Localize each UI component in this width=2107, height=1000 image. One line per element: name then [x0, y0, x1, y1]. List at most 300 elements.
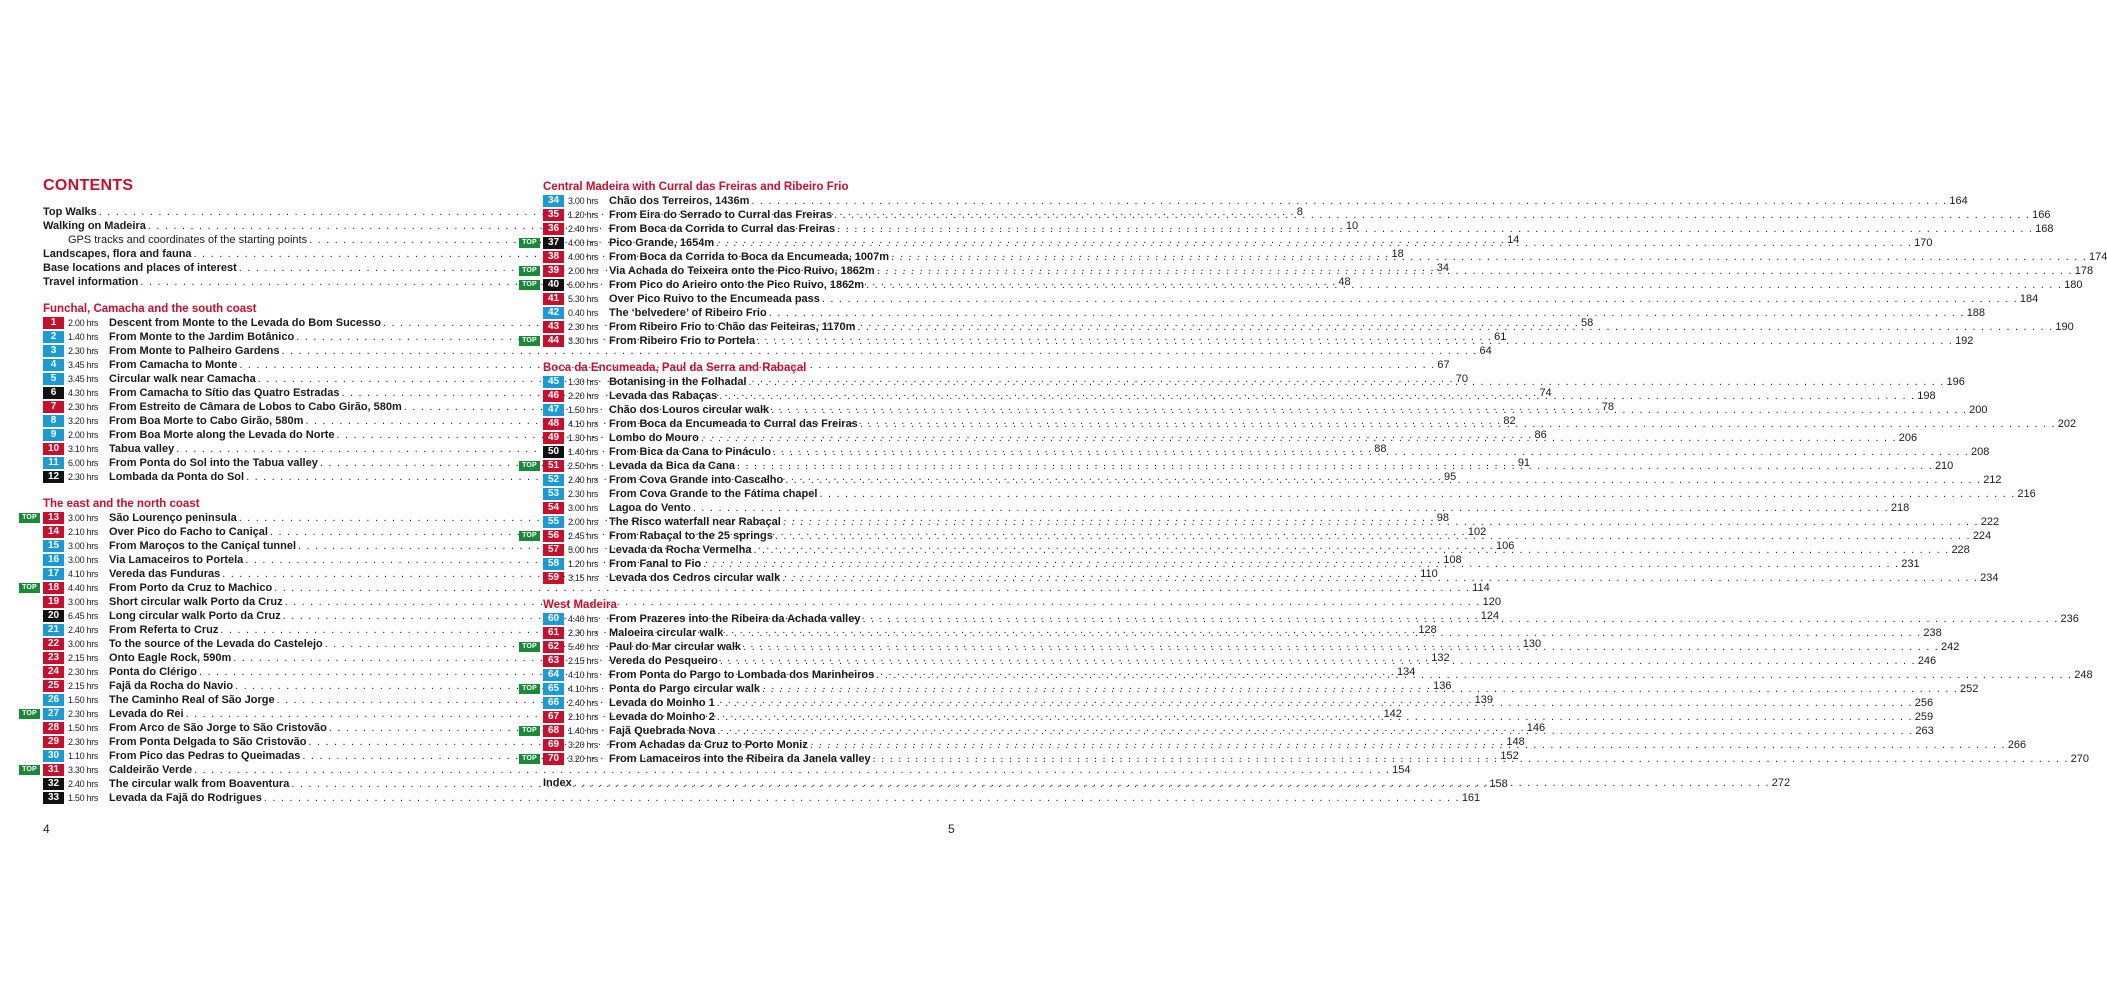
walk-duration: 4.10 hrs [68, 569, 99, 579]
leader-dots [762, 682, 1958, 696]
leader-dots [877, 264, 2073, 278]
walk-title: From Camacha to Sítio das Quatro Estradas [109, 387, 340, 399]
walk-title: To the source of the Levada do Castelejo [109, 638, 323, 650]
walk-number-badge: 9 [43, 429, 64, 441]
walk-page: 158 [1489, 778, 1508, 790]
walk-title: From Pico do Arieiro onto the Pico Ruivo, 1862m [609, 279, 865, 291]
leader-dots [857, 320, 2053, 334]
walk-title-line [109, 344, 1492, 358]
walk-entry[interactable] [543, 501, 1910, 515]
walk-page: 95 [1444, 471, 1457, 483]
walk-duration: 2.40 hrs [68, 625, 99, 635]
walk-title: From Bica da Cana to Pináculo [609, 446, 771, 458]
page-number-left: 4 [43, 822, 50, 836]
top-badge: TOP [519, 531, 540, 541]
walk-duration: 2.10 hrs [568, 712, 599, 722]
walk-page: 114 [1472, 582, 1490, 594]
walk-duration: 4.30 hrs [68, 388, 99, 398]
walk-page: 222 [1980, 516, 2000, 528]
walk-duration: 2.30 hrs [68, 667, 99, 677]
walk-page: 154 [1392, 764, 1411, 776]
walk-page: 206 [1898, 432, 1918, 444]
walk-page: 88 [1374, 443, 1387, 455]
walk-number-badge: 34 [543, 195, 564, 207]
walk-title-line [609, 487, 2036, 501]
walk-duration: 2.00 hrs [568, 266, 599, 276]
walk-duration: 4.10 hrs [568, 684, 599, 694]
walk-duration: 4.10 hrs [568, 670, 599, 680]
walk-page: 136 [1433, 680, 1452, 692]
walk-page: 266 [2007, 739, 2027, 751]
walk-page: 224 [1972, 530, 1992, 542]
leader-dots [743, 640, 1939, 654]
walk-duration: 2.40 hrs [68, 779, 99, 789]
walk-number-badge: 1 [43, 317, 64, 329]
walk-title: Caldeirão Verde [109, 764, 193, 776]
walk-title-line [109, 581, 1490, 595]
leader-dots [693, 501, 1889, 515]
leader-dots [753, 543, 1949, 557]
walk-duration: 3.20 hrs [568, 740, 599, 750]
top-badge: TOP [519, 642, 540, 652]
walk-number-badge: 50 [543, 446, 564, 458]
leader-dots [717, 696, 1913, 710]
walk-page: 170 [1914, 237, 1933, 249]
top-badge: TOP [519, 336, 540, 346]
leader-dots [574, 776, 1770, 790]
walk-number-badge: 29 [43, 736, 64, 748]
walk-number-badge: 39 [543, 265, 564, 277]
leader-dots [725, 626, 1921, 640]
walk-page: 202 [2057, 418, 2077, 430]
walk-duration: 2.15 hrs [68, 653, 99, 663]
walk-title: Levada do Moinho 1 [609, 697, 715, 709]
walk-title: From Boca da Corrida to Curral das Freiras [609, 223, 836, 235]
walk-number-badge: 7 [43, 401, 64, 413]
leader-dots [703, 557, 1899, 571]
walk-duration: 1.30 hrs [568, 377, 599, 387]
walk-page: 190 [2055, 321, 2074, 333]
walk-duration: 3.45 hrs [68, 374, 99, 384]
walk-entry[interactable] [43, 791, 1481, 805]
walk-number-badge: 5 [43, 373, 64, 385]
leader-dots [264, 791, 1460, 805]
walk-number-badge: 13 [43, 512, 64, 524]
leader-dots [775, 529, 1971, 543]
walk-entry[interactable] [22, 581, 1490, 595]
walk-page: 263 [1915, 725, 1934, 737]
walk-duration: 3.10 hrs [68, 444, 99, 454]
walk-title: From Ponta do Sol into the Tabua valley [109, 457, 318, 469]
walk-page: 164 [1949, 195, 1968, 207]
walk-number-badge: 14 [43, 526, 64, 538]
walk-title-line [609, 501, 1910, 515]
walk-duration: 5.40 hrs [568, 642, 599, 652]
top-badge: TOP [519, 726, 540, 736]
walk-page: 270 [2070, 753, 2089, 765]
walk-title: Levada da Rocha Vermelha [609, 544, 752, 556]
walk-page: 174 [2088, 251, 2107, 263]
walk-title-line [109, 763, 1411, 777]
walk-duration: 3.30 hrs [568, 336, 599, 346]
walk-duration: 3.00 hrs [68, 555, 99, 565]
walk-title: Levada das Rabaças [609, 390, 718, 402]
top-badge: TOP [19, 583, 40, 593]
walk-duration: 4.00 hrs [568, 238, 599, 248]
walk-title: Over Pico Ruivo to the Encumeada pass [609, 293, 820, 305]
leader-dots [876, 668, 2072, 682]
leader-dots [873, 752, 2069, 766]
walk-title: Short circular walk Porto da Cruz [109, 596, 283, 608]
walk-title: Lagoa do Vento [609, 502, 691, 514]
walk-number-badge: 57 [543, 544, 564, 556]
walk-duration: 3.00 hrs [68, 639, 99, 649]
walk-number-badge: 18 [43, 582, 64, 594]
walk-duration: 3.00 hrs [568, 503, 599, 513]
walk-duration: 3.20 hrs [68, 416, 99, 426]
walk-duration: 1.10 hrs [68, 751, 99, 761]
walk-number-badge: 62 [543, 641, 564, 653]
walk-number-badge: 38 [543, 251, 564, 263]
walk-duration: 3.00 hrs [68, 597, 99, 607]
walk-title: Via Lamaceiros to Portela [109, 554, 244, 566]
walk-title-line [609, 292, 2039, 306]
top-badge: TOP [519, 280, 540, 290]
walk-title: From Monte to the Jardim Botânico [109, 331, 295, 343]
walk-duration: 2.50 hrs [568, 461, 599, 471]
walk-page: 142 [1383, 708, 1402, 720]
walk-number-badge: 63 [543, 655, 564, 667]
walk-page: 228 [1951, 544, 1970, 556]
walk-page: 234 [1980, 572, 1999, 584]
walk-number-badge: 44 [543, 335, 564, 347]
walk-duration: 5.30 hrs [568, 294, 599, 304]
walk-title: From Boca da Corrida to Boca da Encumeada, 1007m [609, 251, 889, 263]
walk-title: From Prazeres into the Ribeira da Achada valley [609, 613, 861, 625]
leader-dots [751, 194, 1947, 208]
walk-page: 180 [2064, 279, 2083, 291]
walk-title: From Achadas da Cruz to Porto Moniz [609, 739, 808, 751]
entry-label: Base locations and places of interest [43, 262, 237, 274]
walk-number-badge: 27 [43, 708, 64, 720]
walk-title: From Arco de São Jorge to São Cristovão [109, 722, 327, 734]
walk-page: 82 [1503, 415, 1516, 427]
top-badge: TOP [519, 461, 540, 471]
walk-page: 146 [1526, 722, 1546, 734]
walk-number-badge: 70 [543, 753, 564, 765]
walk-title: From Lamaceiros into the Ribeira da Janela valley [609, 753, 871, 765]
top-badge: TOP [19, 709, 40, 719]
walk-page: 70 [1455, 373, 1468, 385]
walk-number-badge: 36 [543, 223, 564, 235]
leader-dots [757, 334, 1953, 348]
walk-title: Ponta do Clérigo [109, 666, 197, 678]
entry-label: Top Walks [43, 206, 97, 218]
walk-page: 120 [1482, 596, 1501, 608]
leader-dots [862, 612, 2058, 626]
walk-page: 168 [2035, 223, 2054, 235]
walk-title: Long circular walk Porto da Cruz [109, 610, 281, 622]
walk-entry[interactable] [543, 306, 1986, 320]
walk-duration: 1.50 hrs [68, 695, 99, 705]
walk-duration: 2.00 hrs [68, 430, 99, 440]
walk-title: Vereda do Pesqueiro [609, 655, 718, 667]
walk-page: 132 [1431, 652, 1450, 664]
walk-page: 134 [1396, 666, 1416, 678]
walk-duration: 0.40 hrs [568, 308, 599, 318]
contents-title: CONTENTS [43, 177, 134, 194]
entry-page: 48 [1338, 276, 1351, 288]
walk-page: 216 [2017, 488, 2036, 500]
walk-page: 248 [2074, 669, 2093, 681]
walk-duration: 1.50 hrs [568, 405, 599, 415]
walk-title: From Cova Grande into Cascalho [609, 474, 784, 486]
walk-page: 58 [1580, 317, 1594, 329]
walk-page: 178 [2074, 265, 2094, 277]
top-badge: TOP [19, 513, 40, 523]
walk-title: From Porto da Cruz to Machico [109, 582, 273, 594]
walk-duration: 1.20 hrs [568, 559, 599, 569]
walk-page: 64 [1479, 345, 1492, 357]
walk-duration: 6.45 hrs [68, 611, 99, 621]
walk-title: Vereda das Funduras [109, 568, 221, 580]
walk-title: From Boa Morte to Cabo Girão, 580m [109, 415, 304, 427]
walk-page: 152 [1500, 750, 1519, 762]
entry-page: 8 [1296, 206, 1303, 218]
walk-duration: 3.30 hrs [68, 765, 99, 775]
walk-number-badge: 55 [543, 516, 564, 528]
walk-duration: 6.00 hrs [68, 458, 99, 468]
walk-page: 102 [1467, 526, 1487, 538]
walk-number-badge: 47 [543, 404, 564, 416]
walk-entry[interactable] [543, 208, 2051, 222]
entry-label: Travel information [43, 276, 139, 288]
entry-page: 34 [1436, 262, 1450, 274]
top-badge: TOP [519, 238, 540, 248]
walk-title: From Ribeiro Frio to Portela [609, 335, 756, 347]
walk-number-badge: 51 [543, 460, 564, 472]
walk-page: 196 [1946, 376, 1965, 388]
walk-duration: 1.40 hrs [568, 726, 599, 736]
walk-title: The Risco waterfall near Rabaçal [609, 516, 781, 528]
walk-title: Pico Grande, 1654m [609, 237, 715, 249]
leader-dots [783, 515, 1979, 529]
leader-dots [810, 738, 2006, 752]
walk-duration: 3.00 hrs [68, 541, 99, 551]
walk-number-badge: 10 [43, 443, 64, 455]
entry-page: 10 [1345, 220, 1359, 232]
walk-title: From Rabaçal to the 25 springs [609, 530, 773, 542]
walk-duration: 2.30 hrs [568, 628, 599, 638]
walk-page: 212 [1983, 474, 2002, 486]
walk-duration: 4.00 hrs [568, 252, 599, 262]
walk-title: From Pico das Pedras to Queimadas [109, 750, 301, 762]
walk-number-badge: 64 [543, 669, 564, 681]
walk-duration: 2.30 hrs [68, 709, 99, 719]
walk-title: Levada dos Cedros circular walk [609, 572, 781, 584]
walk-number-badge: 53 [543, 488, 564, 500]
top-badge: TOP [519, 266, 540, 276]
walk-duration: 3.00 hrs [568, 196, 599, 206]
index-label: Index [543, 777, 572, 789]
walk-number-badge: 68 [543, 725, 564, 737]
walk-number-badge: 17 [43, 568, 64, 580]
walk-entry[interactable] [543, 194, 1968, 208]
walk-page: 98 [1436, 512, 1449, 524]
walk-title: From Camacha to Monte [109, 359, 238, 371]
walk-page: 161 [1461, 792, 1481, 804]
top-badge: TOP [519, 684, 540, 694]
walk-number-badge: 23 [43, 652, 64, 664]
walk-duration: 6.00 hrs [568, 280, 599, 290]
walk-entry[interactable] [22, 763, 1411, 777]
walk-page: 246 [1917, 655, 1937, 667]
walk-number-badge: 28 [43, 722, 64, 734]
walk-duration: 2.30 hrs [568, 489, 599, 499]
walk-duration: 2.30 hrs [68, 472, 99, 482]
walk-page: 192 [1955, 335, 1974, 347]
leader-dots [891, 250, 2087, 264]
top-badge: TOP [19, 765, 40, 775]
leader-dots [822, 292, 2018, 306]
walk-duration: 2.20 hrs [568, 391, 599, 401]
walk-number-badge: 45 [543, 376, 564, 388]
walk-title: Levada da Bica da Cana [609, 460, 735, 472]
walk-number-badge: 8 [43, 415, 64, 427]
walk-number-badge: 60 [543, 613, 564, 625]
walk-number-badge: 32 [43, 778, 64, 790]
walk-page: 259 [1914, 711, 1934, 723]
walk-page: 130 [1522, 638, 1542, 650]
leader-dots [720, 654, 1916, 668]
walk-page: 91 [1517, 457, 1531, 469]
walk-title: Lombada da Ponta do Sol [109, 471, 245, 483]
walk-page: 200 [1969, 404, 1988, 416]
walk-duration: 2.15 hrs [568, 656, 599, 666]
walk-number-badge: 30 [43, 750, 64, 762]
leader-dots [716, 236, 1912, 250]
leader-dots [785, 473, 1981, 487]
walk-title: Paul do Mar circular walk [609, 641, 742, 653]
leader-dots [773, 445, 1969, 459]
walk-page: 106 [1496, 540, 1515, 552]
walk-number-badge: 3 [43, 345, 64, 357]
walk-duration: 2.30 hrs [68, 346, 99, 356]
walk-number-badge: 56 [543, 530, 564, 542]
leader-dots [782, 571, 1978, 585]
walk-duration: 3.00 hrs [68, 513, 99, 523]
walk-title: From Fanal to Fio [609, 558, 702, 570]
walk-title: Botanising in the Folhadal [609, 376, 747, 388]
walk-duration: 4.40 hrs [68, 583, 99, 593]
walk-title: From Ponta Delgada to São Cristovão [109, 736, 307, 748]
leader-dots [837, 222, 2033, 236]
walk-number-badge: 40 [543, 279, 564, 291]
walk-number-badge: 21 [43, 624, 64, 636]
walk-duration: 2.10 hrs [68, 527, 99, 537]
walk-number-badge: 35 [543, 209, 564, 221]
walk-number-badge: 61 [543, 627, 564, 639]
walk-title-line [109, 791, 1481, 805]
walk-title: Onto Eagle Rock, 590m [109, 652, 232, 664]
walk-number-badge: 37 [543, 237, 564, 249]
walk-title: Tabua valley [109, 443, 175, 455]
walk-page: 238 [1923, 627, 1942, 639]
walk-title: Lombo do Mouro [609, 432, 699, 444]
entry-label: GPS tracks and coordinates of the starting points [68, 234, 308, 246]
walk-page: 67 [1437, 359, 1450, 371]
walk-number-badge: 19 [43, 596, 64, 608]
walk-number-badge: 54 [543, 502, 564, 514]
walk-title: Chão dos Louros circular walk [609, 404, 770, 416]
walk-number-badge: 67 [543, 711, 564, 723]
walk-title: From Cova Grande to the Fátima chapel [609, 488, 818, 500]
walk-page: 231 [1901, 558, 1920, 570]
walk-title: From Referta to Cruz [109, 624, 219, 636]
walk-page: 252 [1959, 683, 1979, 695]
entry-page: 18 [1391, 248, 1404, 260]
walk-title: São Lourenço peninsula [109, 512, 237, 524]
walk-entry[interactable] [543, 292, 2039, 306]
walk-title: The ‘belvedere’ of Ribeiro Frio [609, 307, 767, 319]
walk-duration: 2.00 hrs [568, 517, 599, 527]
walk-title: From Monte to Palheiro Gardens [109, 345, 280, 357]
walk-number-badge: 41 [543, 293, 564, 305]
walk-number-badge: 69 [543, 739, 564, 751]
walk-title: From Ponta do Pargo to Lombada dos Marinheiros [609, 669, 875, 681]
walk-title: Fajã Quebrada Nova [609, 725, 716, 737]
walk-number-badge: 2 [43, 331, 64, 343]
walk-entry[interactable] [43, 344, 1492, 358]
section-heading: Funchal, Camacha and the south coast [43, 303, 257, 315]
top-badge: TOP [519, 754, 540, 764]
walk-duration: 2.45 hrs [568, 531, 599, 541]
leader-dots [717, 710, 1913, 724]
walk-number-badge: 24 [43, 666, 64, 678]
walk-page: 128 [1418, 624, 1437, 636]
walk-page: 86 [1534, 429, 1547, 441]
walk-title: From Eira do Serrado to Curral das Freiras [609, 209, 833, 221]
entry-page: 14 [1507, 234, 1520, 246]
walk-title-line [609, 194, 1968, 208]
walk-title: From Boca da Encumeada to Curral das Freiras [609, 418, 858, 430]
walk-title: The Caminho Real of São Jorge [109, 694, 275, 706]
entry-label: Walking on Madeira [43, 220, 146, 232]
walk-page: 108 [1443, 554, 1462, 566]
walk-duration: 1.20 hrs [568, 210, 599, 220]
leader-dots [769, 306, 1965, 320]
walk-title: Levada da Fajã do Rodrigues [109, 792, 262, 804]
leader-dots [834, 208, 2030, 222]
walk-page: 218 [1890, 502, 1910, 514]
walk-page: 124 [1480, 610, 1500, 622]
walk-number-badge: 33 [43, 792, 64, 804]
walk-title: The circular walk from Boaventura [109, 778, 290, 790]
index-page: 272 [1771, 777, 1791, 789]
walk-entry[interactable] [543, 487, 2036, 501]
walk-duration: 1.30 hrs [568, 433, 599, 443]
walk-number-badge: 12 [43, 471, 64, 483]
walk-page: 236 [2060, 613, 2079, 625]
walk-title: Fajã da Rocha do Navio [109, 680, 234, 692]
walk-duration: 4.40 hrs [568, 614, 599, 624]
walk-number-badge: 25 [43, 680, 64, 692]
leader-dots [737, 459, 1933, 473]
walk-duration: 1.40 hrs [568, 447, 599, 457]
walk-title: Chão dos Terreiros, 1436m [609, 195, 750, 207]
walk-title: Levada do Rei [109, 708, 184, 720]
walk-duration: 2.00 hrs [68, 318, 99, 328]
